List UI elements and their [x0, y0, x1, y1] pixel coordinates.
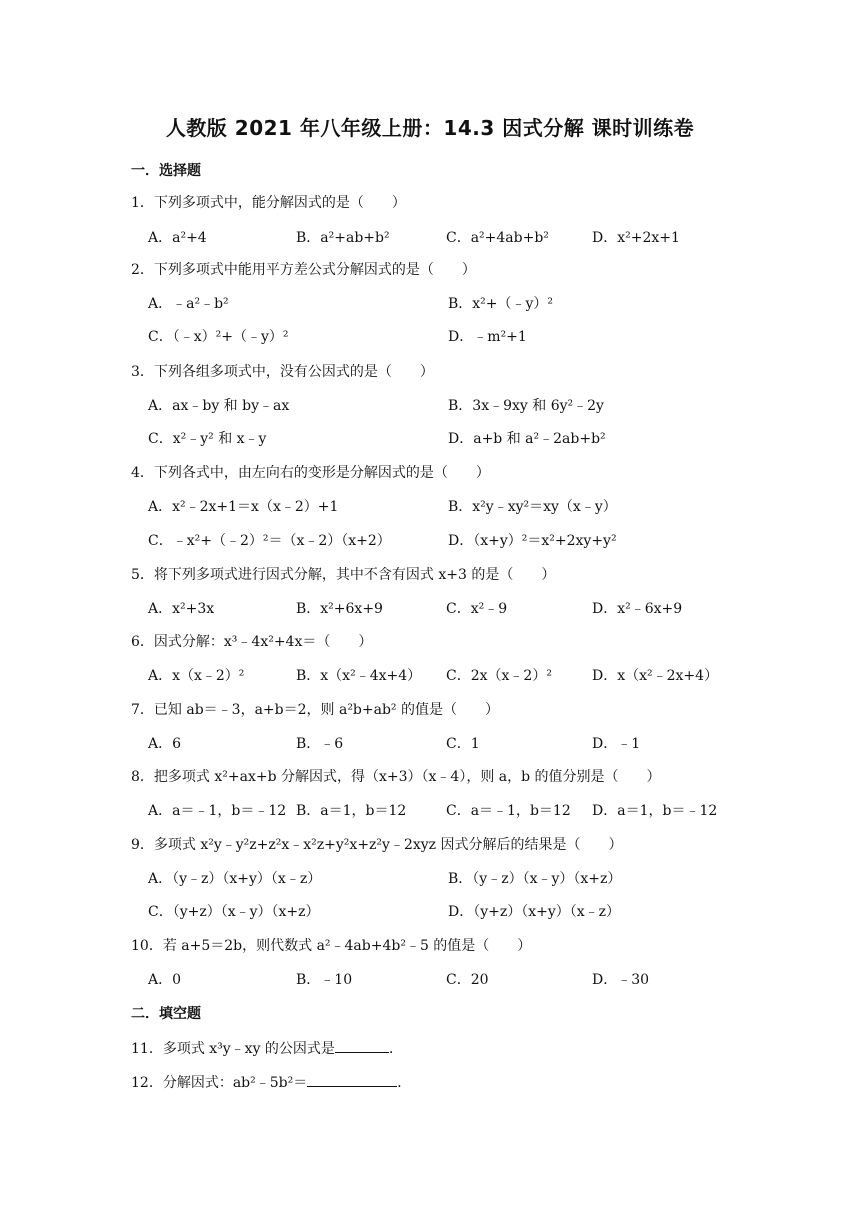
option-a: A．x（x﹣2）²	[148, 668, 245, 684]
option-b: B．x²+（﹣y）²	[448, 296, 554, 312]
option-a: A．6	[148, 736, 182, 752]
question-stem: 8．把多项式 x²+ax+b 分解因式，得（x+3）（x﹣4），则 a，b 的值分别是（ ）	[131, 769, 661, 785]
page-title: 人教版 2021 年八年级上册：14.3 因式分解 课时训练卷	[165, 116, 695, 140]
option-d: D．x²﹣6x+9	[592, 601, 683, 617]
answer-blank	[307, 1072, 397, 1087]
option-d: D．﹣m²+1	[448, 329, 527, 345]
option-b: B．x²+6x+9	[296, 601, 383, 617]
question-stem: 9．多项式 x²y﹣y²z+z²x﹣x²z+y²x+z²y﹣2xyz 因式分解后的结果是（ ）	[131, 837, 623, 853]
option-d: D．（y+z）（x+y）（x﹣z）	[448, 904, 621, 920]
question-stem: 10．若 a+5＝2b，则代数式 a²﹣4ab+4b²﹣5 的值是（ ）	[131, 938, 532, 954]
option-c: C．a²+4ab+b²	[446, 230, 549, 246]
option-c: C．a＝﹣1，b＝12	[446, 803, 571, 819]
option-c: C．x²﹣9	[446, 601, 508, 617]
option-a: A．（y﹣z）（x+y）（x﹣z）	[148, 871, 322, 887]
question-stem: 4．下列各式中，由左向右的变形是分解因式的是（ ）	[131, 465, 490, 481]
option-a: A．x²﹣2x+1＝x（x﹣2）+1	[148, 499, 339, 515]
option-d: D．a+b 和 a²﹣2ab+b²	[448, 431, 606, 447]
option-b: B．﹣6	[296, 736, 344, 752]
option-c: C．（y+z）（x﹣y）（x+z）	[148, 904, 320, 920]
option-c: C．﹣x²+（﹣2）²＝（x﹣2）（x+2）	[148, 533, 391, 549]
fill-end: ．	[388, 1041, 403, 1057]
fill-stem: 11．多项式 x³y﹣xy 的公因式是	[131, 1041, 335, 1057]
question-stem: 6．因式分解：x³﹣4x²+4x＝（ ）	[131, 634, 373, 650]
option-d: D．x²+2x+1	[592, 230, 680, 246]
option-b: B．（y﹣z）（x﹣y）（x+z）	[448, 871, 622, 887]
option-a: A．﹣a²﹣b²	[148, 296, 229, 312]
fill-question	[131, 1038, 403, 1058]
fill-question	[131, 1072, 411, 1092]
answer-blank	[335, 1038, 389, 1053]
fill-end: ．	[397, 1075, 412, 1091]
option-d: D．x（x²﹣2x+4）	[592, 668, 719, 684]
option-a: A．a＝﹣1，b＝﹣12	[148, 803, 287, 819]
option-b: B．3x﹣9xy 和 6y²﹣2y	[448, 398, 604, 414]
option-d: D．（x+y）²＝x²+2xy+y²	[448, 533, 617, 549]
option-d: D．﹣1	[592, 736, 641, 752]
question-stem: 3．下列各组多项式中，没有公因式的是（ ）	[131, 364, 434, 380]
question-stem: 5．将下列多项式进行因式分解，其中不含有因式 x+3 的是（ ）	[131, 567, 556, 583]
option-b: B．x²y﹣xy²＝xy（x﹣y）	[448, 499, 617, 515]
option-a: A．x²+3x	[148, 601, 215, 617]
option-b: B．x（x²﹣4x+4）	[296, 668, 422, 684]
section-heading-fill: 二．填空题	[131, 1006, 201, 1022]
option-b: B．a＝1，b＝12	[296, 803, 407, 819]
question-stem: 2．下列多项式中能用平方差公式分解因式的是（ ）	[131, 262, 476, 278]
option-c: C．2x（x﹣2）²	[446, 668, 552, 684]
option-a: A．0	[148, 972, 182, 988]
question-stem: 7．已知 ab＝﹣3，a+b＝2，则 a²b+ab² 的值是（ ）	[131, 702, 499, 718]
option-b: B．a²+ab+b²	[296, 230, 390, 246]
option-b: B．﹣10	[296, 972, 353, 988]
section-heading-choice: 一．选择题	[131, 163, 201, 179]
option-c: C．x²﹣y² 和 x﹣y	[148, 431, 267, 447]
fill-stem: 12．分解因式：ab²﹣5b²＝	[131, 1075, 308, 1091]
option-c: C．（﹣x）²+（﹣y）²	[148, 329, 289, 345]
option-d: D．﹣30	[592, 972, 650, 988]
option-c: C．1	[446, 736, 480, 752]
question-stem: 1．下列多项式中，能分解因式的是（ ）	[131, 195, 406, 211]
option-c: C．20	[446, 972, 489, 988]
option-d: D．a＝1，b＝﹣12	[592, 803, 718, 819]
option-a: A．a²+4	[148, 230, 207, 246]
option-a: A．ax﹣by 和 by﹣ax	[148, 398, 290, 414]
